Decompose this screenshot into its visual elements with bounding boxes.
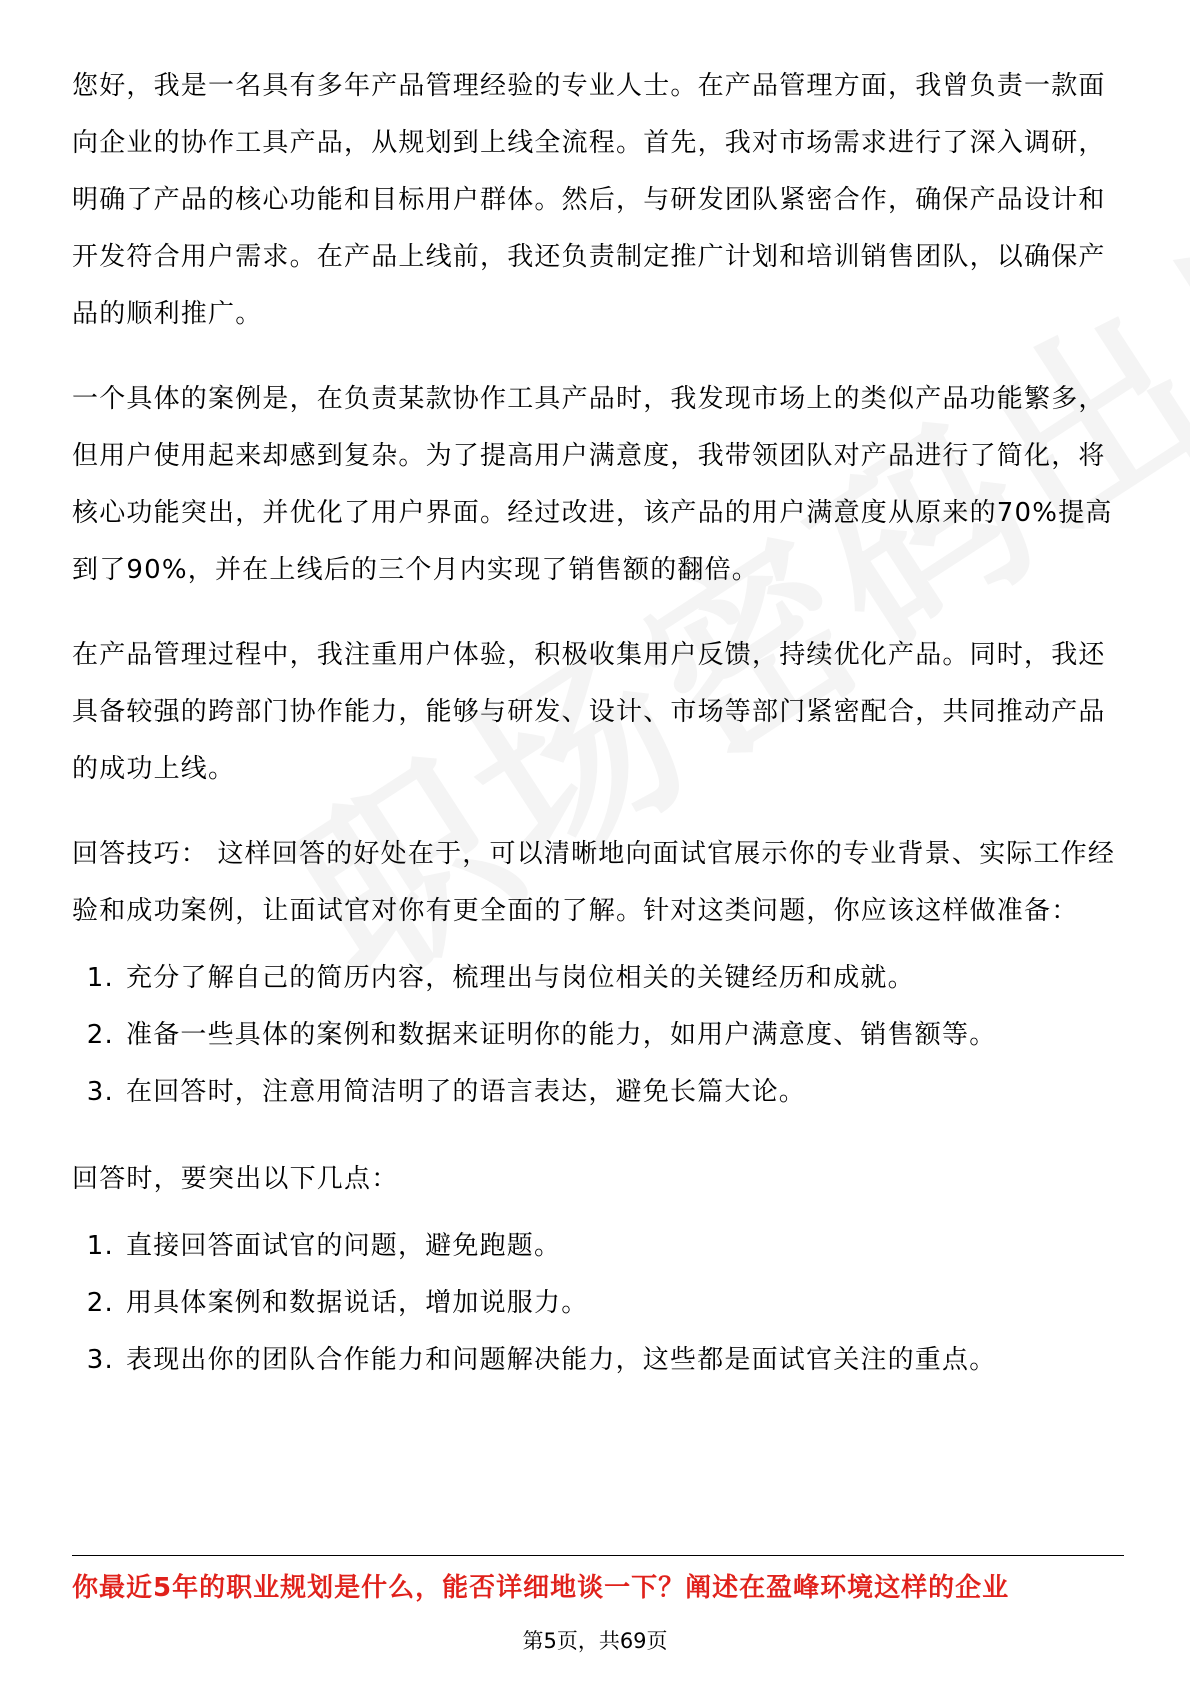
list-number: 2. bbox=[86, 1020, 114, 1050]
paragraph-strengths: 在产品管理过程中，我注重用户体验，积极收集用户反馈，持续优化产品。同时，我还具备较强的跨部门协作能力，能够与研发、设计、市场等部门紧密配合，共同推动产品的成功上线。 bbox=[72, 640, 1106, 784]
paragraph-case: 一个具体的案例是，在负责某款协作工具产品时，我发现市场上的类似产品功能繁多，但用户使用起来却感到复杂。为了提高用户满意度，我带领团队对产品进行了简化，将核心功能突出，并优化了用户界面。经过改进，该产品的用户满意度从原来的70%提高到了90%，并在上线后的三个月内实现了销售额的翻倍。 bbox=[72, 384, 1113, 585]
list-item bbox=[72, 1064, 1122, 1121]
list-number: 3. bbox=[86, 1345, 114, 1375]
answer-body bbox=[72, 58, 1122, 1419]
list-text: 充分了解自己的简历内容，梳理出与岗位相关的关键经历和成就。 bbox=[126, 963, 915, 993]
list-number: 1. bbox=[86, 963, 114, 993]
list-text: 在回答时，注意用简洁明了的语言表达，避免长篇大论。 bbox=[126, 1077, 807, 1107]
list-item bbox=[72, 1332, 1122, 1389]
paragraph-key-points: 回答时，要突出以下几点： bbox=[72, 1164, 399, 1194]
list-text: 准备一些具体的案例和数据来证明你的能力，如用户满意度、销售额等。 bbox=[126, 1020, 997, 1050]
list-number: 3. bbox=[86, 1077, 114, 1107]
preparation-list bbox=[72, 950, 1122, 1121]
list-item bbox=[72, 950, 1122, 1007]
next-question-heading: 你最近5年的职业规划是什么，能否详细地谈一下？阐述在盈峰环境这样的企业 bbox=[72, 1573, 1010, 1603]
list-item bbox=[72, 1275, 1122, 1332]
key-points-list bbox=[72, 1218, 1122, 1389]
list-item bbox=[72, 1218, 1122, 1275]
paragraph-intro: 您好，我是一名具有多年产品管理经验的专业人士。在产品管理方面，我曾负责一款面向企业的协作工具产品，从规划到上线全流程。首先，我对市场需求进行了深入调研，明确了产品的核心功能和目标用户群体。然后，与研发团队紧密合作，确保产品设计和开发符合用户需求。在产品上线前，我还负责制定推广计划和培训销售团队，以确保产品的顺利推广。 bbox=[72, 71, 1106, 329]
page-number: 第5页，共69页 bbox=[522, 1629, 668, 1653]
list-text: 用具体案例和数据说话，增加说服力。 bbox=[126, 1288, 589, 1318]
section-divider bbox=[72, 1555, 1124, 1556]
list-text: 表现出你的团队合作能力和问题解决能力，这些都是面试官关注的重点。 bbox=[126, 1345, 997, 1375]
list-item bbox=[72, 1007, 1122, 1064]
paragraph-tips: 回答技巧： 这样回答的好处在于，可以清晰地向面试官展示你的专业背景、实际工作经验和成功案例，让面试官对你有更全面的了解。针对这类问题，你应该这样做准备： bbox=[72, 839, 1116, 926]
list-text: 直接回答面试官的问题，避免跑题。 bbox=[126, 1231, 562, 1261]
list-number: 1. bbox=[86, 1231, 114, 1261]
list-number: 2. bbox=[86, 1288, 114, 1318]
